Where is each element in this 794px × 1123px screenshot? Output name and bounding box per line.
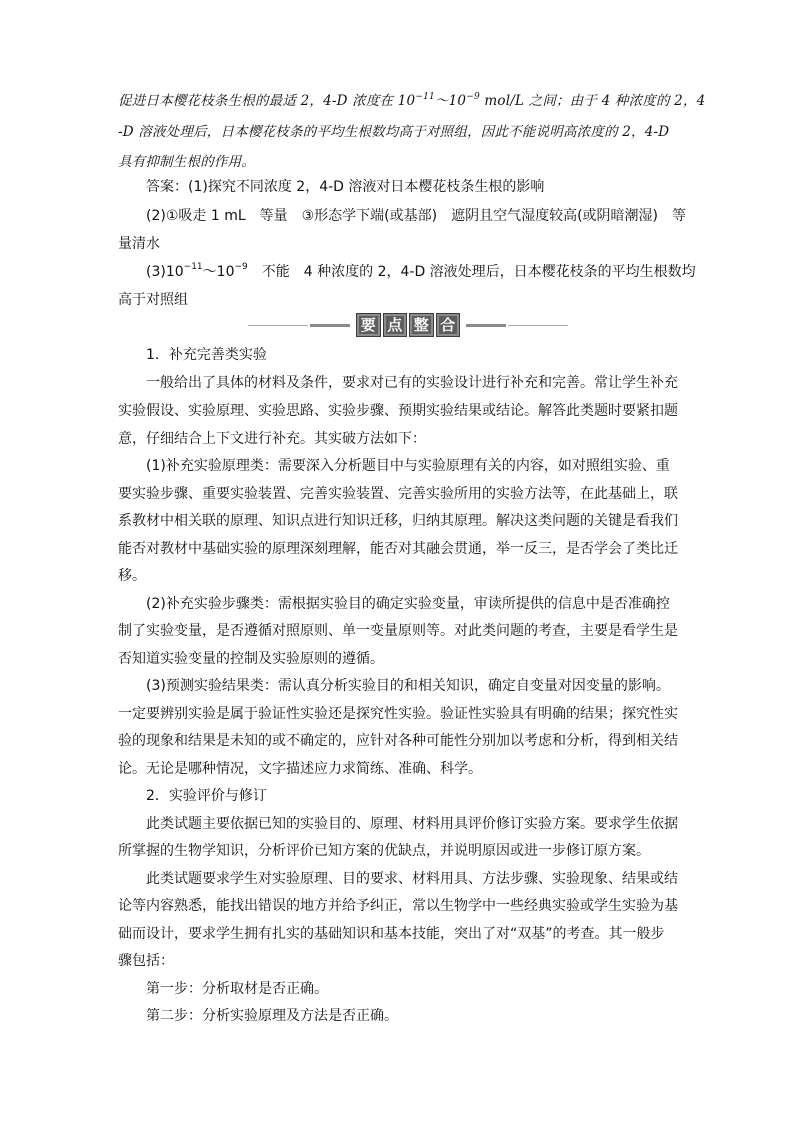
paragraph-2-line: 要实验步骤、重要实验装置、完善实验装置、完善实验所用的实验方法等，在此基础上，联 — [118, 486, 678, 502]
paragraph-4-line: 论。无论是哪种情况，文字描述应力求简练、准确、科学。 — [118, 761, 482, 777]
paragraph-2-line: 移。 — [118, 568, 146, 584]
banner-char: 点 — [383, 313, 408, 337]
paragraph-4-line: (3)预测实验结果类：需认真分析实验目的和相关知识，确定自变量对因变量的影响。 — [146, 678, 670, 694]
banner-rule-left-thick — [310, 324, 350, 327]
section-banner — [248, 310, 568, 340]
paragraph-1-line: 意，仔细结合上下文进行补充。其实破方法如下： — [118, 431, 426, 447]
answer-line-1: 答案：(1)探究不同浓度 2，4-D 溶液对日本樱花枝条生根的影响 — [146, 179, 545, 195]
paragraph-3-line: 否知道实验变量的控制及实验原则的遵循。 — [118, 651, 384, 667]
paragraph-6-line: 骤包括： — [118, 953, 174, 969]
banner-title — [356, 313, 460, 337]
paragraph-2-line: (1)补充实验原理类：需要深入分析题目中与实验原理有关的内容，如对照组实验、重 — [146, 458, 670, 474]
banner-rule-right-thin — [508, 325, 568, 326]
banner-rule-right-thick — [466, 324, 506, 327]
explanation-line-2: -D 溶液处理后，日本樱花枝条的平均生根数均高于对照组，因此不能说明高浓度的 2，4-D — [118, 124, 670, 140]
paragraph-4-line: 一定要辨别实验是属于验证性实验还是探究性实验。验证性实验具有明确的结果；探究性实 — [118, 706, 678, 722]
paragraph-1-line: 实验假设、实验原理、实验思路、实验步骤、预期实验结果或结论。解答此类题时要紧扣题 — [118, 403, 678, 419]
paragraph-2-line: 能否对教材中基础实验的原理深刻理解，能否对其融会贯通，举一反三，是否学会了类比迁 — [118, 541, 678, 557]
paragraph-6-line: 础而设计，要求学生拥有扎实的基础知识和基本技能，突出了对“双基”的考查。其一般步 — [118, 926, 665, 942]
paragraph-3-line: (2)补充实验步骤类：需根据实验目的确定实验变量，审读所提供的信息中是否准确控 — [146, 596, 670, 612]
explanation-line-1: 促进日本樱花枝条生根的最适 2，4-D 浓度在 $10^{-11}\sim 10^{-9}$ mol/L 之间；由于 4 种浓度的 2，4 — [118, 91, 706, 109]
paragraph-6-line: 此类试题要求学生对实验原理、目的要求、材料用具、方法步骤、实验现象、结果或结 — [146, 871, 678, 887]
banner-char: 整 — [409, 313, 434, 337]
paragraph-1-line: 一般给出了具体的材料及条件，要求对已有的实验设计进行补充和完善。常让学生补充 — [146, 375, 678, 391]
paragraph-5-line: 所掌握的生物学知识，分析评价已知方案的优缺点，并说明原因或进一步修订原方案。 — [118, 843, 650, 859]
answer-line-5: 高于对照组 — [118, 292, 188, 308]
banner-rule-left-thin — [248, 325, 308, 326]
answer-line-2: (2)①吸走 1 mL 等量 ③形态学下端(或基部) 遮阴且空气湿度较高(或阴暗潮湿) 等 — [146, 208, 687, 224]
explanation-line-3: 具有抑制生根的作用。 — [118, 154, 255, 170]
banner-char: 合 — [436, 313, 461, 337]
heading-2: 2．实验评价与修订 — [146, 788, 267, 804]
paragraph-5-line: 此类试题主要依据已知的实验目的、原理、材料用具评价修订实验方案。要求学生依据 — [146, 816, 678, 832]
step-2: 第二步：分析实验原理及方法是否正确。 — [146, 1008, 398, 1024]
paragraph-2-line: 系教材中相关联的原理、知识点进行知识迁移，归纳其原理。解决这类问题的关键是看我们 — [118, 513, 678, 529]
answer-line-4: $(3)10^{-11}\sim 10^{-9}$ 不能 4 种浓度的 2，4-D 溶液处理后，日本樱花枝条的平均生根数均 — [146, 262, 696, 280]
paragraph-6-line: 论等内容熟悉，能找出错误的地方并给予纠正，常以生物学中一些经典实验或学生实验为基 — [118, 898, 678, 914]
heading-1: 1．补充完善类实验 — [146, 347, 267, 363]
answer-line-3: 量清水 — [118, 236, 160, 252]
step-1: 第一步：分析取材是否正确。 — [146, 981, 328, 997]
paragraph-4-line: 验的现象和结果是未知的或不确定的，应针对各种可能性分别加以考虑和分析，得到相关结 — [118, 733, 678, 749]
paragraph-3-line: 制了实验变量，是否遵循对照原则、单一变量原则等。对此类问题的考查，主要是看学生是 — [118, 623, 678, 639]
banner-char: 要 — [356, 313, 381, 337]
